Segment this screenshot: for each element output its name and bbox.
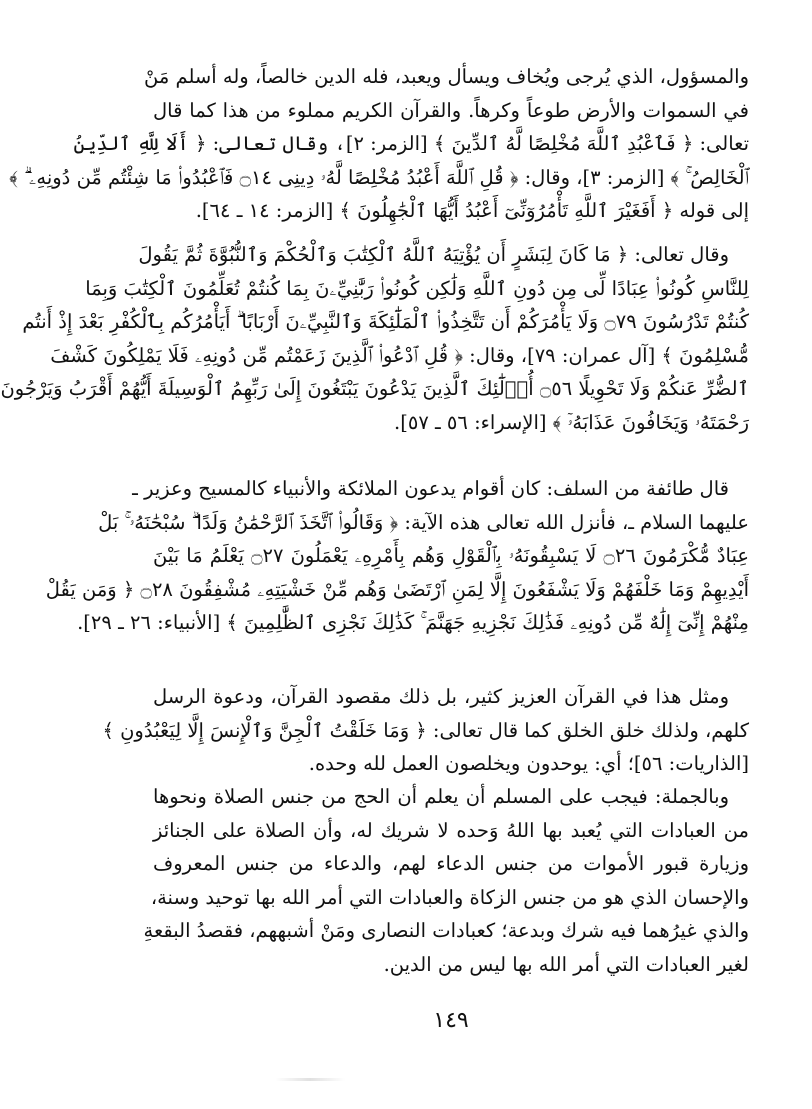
text-line: عليهما السلام ـ، فأنزل الله تعالى هذه الآية: ﴿ وَقَالُوا۟ ٱتَّخَذَ ٱلرَّحْمَٰنُ وَلَدًا ۗ سُبْحَٰنَهُۥ ۚ بَلْ (98, 510, 749, 534)
text-line: تعالى: ﴿ فَٱعْبُدِ ٱللَّهَ مُخْلِصًا لَّهُ ٱلدِّينَ ﴾ [الزمر: ٢]، وقال تعالى: ﴿ أَلَا لِلَّهِ ٱلدِّينُ (73, 132, 749, 155)
text-line: كلهم، ولذلك خلق الخلق كما قال تعالى: ﴿ وَمَا خَلَقْتُ ٱلْجِنَّ وَٱلْإِنسَ إِلَّا لِيَعْبُدُونِ ﴾ (102, 718, 749, 742)
text-line: [الذاريات: ٥٦]؛ أي: يوحدون ويخلصون العمل لله وحده. (308, 752, 749, 775)
paragraph-4 (102, 680, 749, 781)
text-line: أَيْدِيهِمْ وَمَا خَلْفَهُمْ وَلَا يَشْفَعُونَ إِلَّا لِمَنِ ٱرْتَضَىٰ وَهُم مِّنْ خَشْيَتِهِۦ مُشْفِقُونَ ۝٢٨ ﴿ وَمَن يَقُلْ (45, 577, 749, 601)
text-line: والإحسان الذي هو من جنس الزكاة والعبادات التي أمر الله بها توحيد وسنة، (150, 885, 749, 909)
text-line: مِنْهُمْ إِنِّىٓ إِلَٰهٌ مِّن دُونِهِۦ فَذَٰلِكَ نَجْزِيهِ جَهَنَّمَ ۚ كَذَٰلِكَ نَجْزِى ٱلظَّٰلِمِينَ ﴾ [الأنبياء: ٢٦ ـ ٢٩]. (77, 611, 749, 634)
text-line: وبالجملة: فيجب على المسلم أن يعلم أن الحج من جنس الصلاة ونحوها (153, 785, 729, 808)
paragraph-2 (0, 238, 749, 439)
text-line: رَحْمَتَهُۥ وَيَخَافُونَ عَذَابَهُۥٓ ﴾ [الإسراء: ٥٦ ـ ٥٧]. (394, 410, 749, 434)
scan-speck (275, 1078, 345, 1081)
text-line: ٱلضُّرِّ عَنكُمْ وَلَا تَحْوِيلًا ۝٥٦ أُو۟لَٰٓئِكَ ٱلَّذِينَ يَدْعُونَ يَبْتَغُونَ إِلَىٰ رَبِّهِمُ ٱلْوَسِيلَةَ أَيُّهُمْ أَقْرَبُ وَيَرْجُونَ (0, 377, 749, 400)
text-line: وقال تعالى: ﴿ مَا كَانَ لِبَشَرٍ أَن يُؤْتِيَهُ ٱللَّهُ ٱلْكِتَٰبَ وَٱلْحُكْمَ وَٱلنُّبُوَّةَ ثُمَّ يَقُولَ (138, 243, 729, 266)
text-line: في السموات والأرض طوعاً وكرهاً. والقرآن الكريم مملوء من هذا كما قال (153, 98, 749, 122)
text-line: والذي غيرُهما فيه شرك وبدعة؛ كعبادات النصارى ومَنْ أشبههم، فقصدُ البقعةِ (143, 919, 749, 942)
text-line: وزيارة قبور الأموات من جنس الدعاء لهم، والدعاء من جنس المعروف (153, 852, 749, 875)
page-number: ١٤٩ (433, 1008, 469, 1033)
document-page (0, 60, 750, 1090)
text-line: ومثل هذا في القرآن العزيز كثير، بل ذلك مقصود القرآن، ودعوة الرسل (153, 685, 729, 708)
text-line: لِلنَّاسِ كُونُوا۟ عِبَادًا لِّى مِن دُونِ ٱللَّهِ وَلَٰكِن كُونُوا۟ رَبَّٰنِيِّۦنَ بِمَا كُنتُمْ تُعَلِّمُونَ ٱلْكِتَٰبَ وَبِمَا (85, 276, 749, 300)
text-line: قال طائفة من السلف: كان أقوام يدعون الملائكة والأنبياء كالمسيح وعزير ـ (132, 477, 729, 500)
text-line: والمسؤول، الذي يُرجى ويُخاف ويسأل ويعبد، فله الدين خالصاً، وله أسلم مَنْ (143, 65, 749, 88)
text-line: لغير العبادات التي أمر الله بها ليس من الدين. (383, 952, 749, 976)
paragraph-1 (9, 60, 749, 228)
text-line: كُنتُمْ تَدْرُسُونَ ۝٧٩ وَلَا يَأْمُرَكُمْ أَن تَتَّخِذُوا۟ ٱلْمَلَٰٓئِكَةَ وَٱلنَّبِيِّۦنَ أَرْبَابًا ۗ أَيَأْمُرُكُم بِٱلْكُفْرِ بَعْدَ إِذْ أَنتُم (22, 310, 749, 333)
text-line: ٱلْخَالِصُ ۚ ﴾ [الزمر: ٣]، وقال: ﴿ قُلِ ٱللَّهَ أَعْبُدُ مُخْلِصًا لَّهُۥ دِينِى ۝١٤ فَٱعْبُدُوا۟ مَا شِئْتُم مِّن دُونِهِۦ ۗ ﴾ (9, 165, 749, 189)
text-line: إلى قوله ﴿ أَفَغَيْرَ ٱللَّهِ تَأْمُرُوٓنِّىٓ أَعْبُدُ أَيُّهَا ٱلْجَٰهِلُونَ ﴾ [الزمر: ١٤ ـ ٦٤]. (195, 199, 749, 222)
paragraph-5 (143, 780, 749, 981)
text-line: عِبَادٌ مُّكْرَمُونَ ۝٢٦ لَا يَسْبِقُونَهُۥ بِٱلْقَوْلِ وَهُم بِأَمْرِهِۦ يَعْمَلُونَ ۝٢٧ يَعْلَمُ مَا بَيْنَ (153, 544, 750, 567)
text-line: مُّسْلِمُونَ ﴾ [آل عمران: ٧٩]، وقال: ﴿ قُلِ ٱدْعُوا۟ ٱلَّذِينَ زَعَمْتُم مِّن دُونِهِۦ فَلَا يَمْلِكُونَ كَشْفَ (50, 343, 749, 367)
paragraph-3 (45, 472, 750, 640)
text-line: من العبادات التي يُعبد بها اللهُ وَحده لا شريك له، وأن الصلاة على الجنائز (153, 818, 749, 842)
